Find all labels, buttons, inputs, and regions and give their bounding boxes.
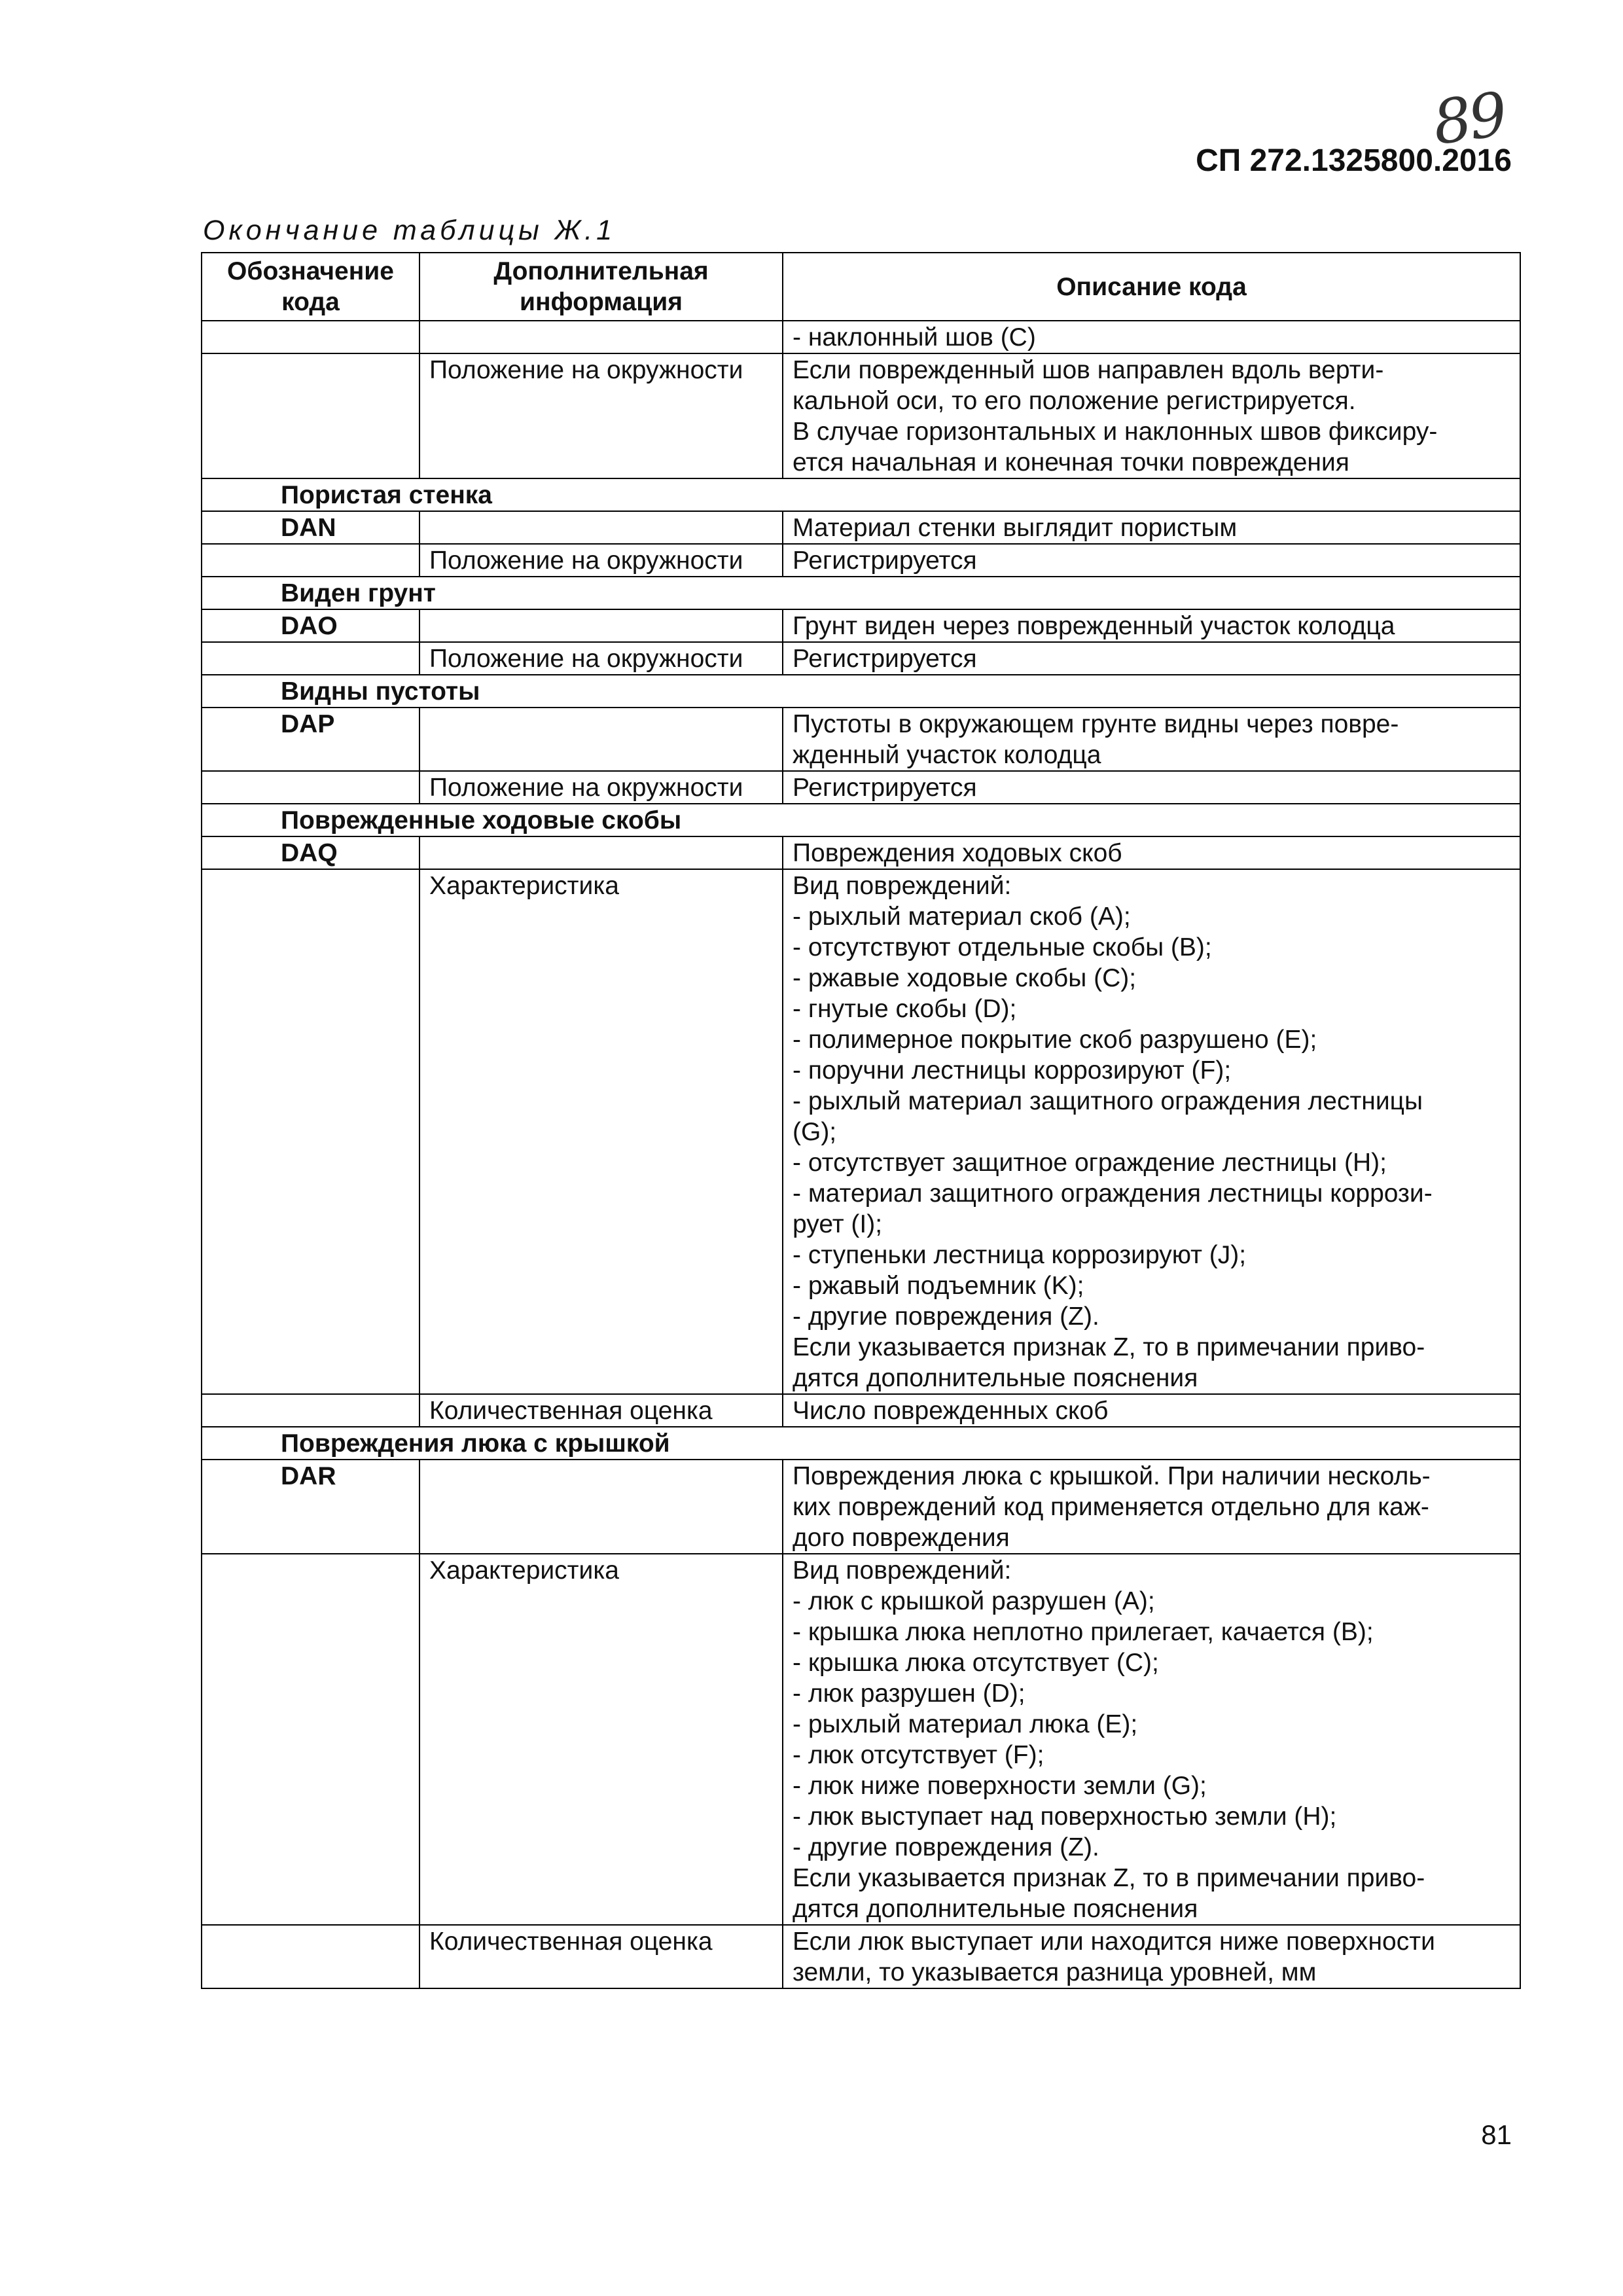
code-cell: DAN	[202, 511, 419, 544]
column-header-info: Дополнительная информация	[419, 253, 783, 321]
info-cell: Характеристика	[419, 1554, 783, 1925]
description-cell: Повреждения люка с крышкой. При наличии несколь- ких повреждений код применяется отдельно для каж- дого повреждения	[783, 1460, 1520, 1554]
section-row	[202, 577, 1520, 609]
table-row	[202, 642, 1520, 675]
code-cell: DAP	[202, 708, 419, 771]
description-cell: Грунт виден через поврежденный участок колодца	[783, 609, 1520, 642]
code-cell: DAQ	[202, 836, 419, 869]
code-cell	[202, 353, 419, 478]
description-cell: Пустоты в окружающем грунте видны через повре- жденный участок колодца	[783, 708, 1520, 771]
table-row	[202, 321, 1520, 353]
handwritten-page-number: 89	[1429, 79, 1509, 159]
info-cell: Количественная оценка	[419, 1394, 783, 1427]
description-cell: Если люк выступает или находится ниже поверхности земли, то указывается разница уровней, мм	[783, 1925, 1520, 1988]
description-cell: - наклонный шов (C)	[783, 321, 1520, 353]
code-cell	[202, 771, 419, 804]
description-cell: Регистрируется	[783, 544, 1520, 577]
info-cell	[419, 708, 783, 771]
page-number: 81	[1481, 2119, 1512, 2150]
table-row	[202, 708, 1520, 771]
table-row	[202, 1554, 1520, 1925]
info-cell: Положение на окружности	[419, 544, 783, 577]
code-cell	[202, 869, 419, 1394]
info-cell	[419, 1460, 783, 1554]
table-row	[202, 1925, 1520, 1988]
column-header-code: Обозначение кода	[202, 253, 419, 321]
description-cell: Вид повреждений: - рыхлый материал скоб (A); - отсутствуют отдельные скобы (B); - ржавые ходовые скобы (C); - гнутые скобы (D); - полимерное покрытие скоб разрушено (E); - поручни лестницы коррозируют (F); - рыхлый материал защитного ограждения лестницы (G); - отсутствует защитное ограждение лестницы (H); - материал защитного ограждения лестницы коррози- рует (I); - ступеньки лестница коррозируют (J); - ржавый подъемник (K); - другие повреждения (Z). Если указывается признак Z, то в примечании приво- дятся дополнительные пояснения	[783, 869, 1520, 1394]
column-header-description: Описание кода	[783, 253, 1520, 321]
codes-table	[201, 252, 1521, 1989]
code-cell	[202, 1394, 419, 1427]
section-title: Пористая стенка	[202, 478, 1520, 511]
section-row	[202, 478, 1520, 511]
table-row	[202, 1460, 1520, 1554]
table-row	[202, 869, 1520, 1394]
description-cell: Материал стенки выглядит пористым	[783, 511, 1520, 544]
table-caption: Окончание таблицы Ж.1	[203, 215, 616, 246]
info-cell	[419, 836, 783, 869]
description-cell: Если поврежденный шов направлен вдоль верти- кальной оси, то его положение регистрируется. В случае горизонтальных и наклонных швов фиксиру- ется начальная и конечная точки повреждения	[783, 353, 1520, 478]
description-cell: Регистрируется	[783, 642, 1520, 675]
table-body	[202, 321, 1520, 1988]
description-cell: Повреждения ходовых скоб	[783, 836, 1520, 869]
section-row	[202, 675, 1520, 708]
code-cell	[202, 544, 419, 577]
code-cell	[202, 642, 419, 675]
code-cell	[202, 1925, 419, 1988]
section-title: Повреждения люка с крышкой	[202, 1427, 1520, 1460]
table-row	[202, 353, 1520, 478]
code-cell	[202, 321, 419, 353]
code-cell: DAO	[202, 609, 419, 642]
table-row	[202, 544, 1520, 577]
section-title: Виден грунт	[202, 577, 1520, 609]
info-cell	[419, 511, 783, 544]
info-cell	[419, 321, 783, 353]
info-cell: Характеристика	[419, 869, 783, 1394]
info-cell: Положение на окружности	[419, 642, 783, 675]
code-cell: DAR	[202, 1460, 419, 1554]
info-cell: Положение на окружности	[419, 353, 783, 478]
document-number: СП 272.1325800.2016	[1196, 143, 1512, 178]
info-cell: Положение на окружности	[419, 771, 783, 804]
info-cell: Количественная оценка	[419, 1925, 783, 1988]
section-row	[202, 804, 1520, 836]
table-row	[202, 609, 1520, 642]
table-row	[202, 836, 1520, 869]
description-cell: Число поврежденных скоб	[783, 1394, 1520, 1427]
table-header-row	[202, 253, 1520, 321]
description-cell: Регистрируется	[783, 771, 1520, 804]
info-cell	[419, 609, 783, 642]
description-cell: Вид повреждений: - люк с крышкой разрушен (A); - крышка люка неплотно прилегает, качается (B); - крышка люка отсутствует (C); - люк разрушен (D); - рыхлый материал люка (E); - люк отсутствует (F); - люк ниже поверхности земли (G); - люк выступает над поверхностью земли (H); - другие повреждения (Z). Если указывается признак Z, то в примечании приво- дятся дополнительные пояснения	[783, 1554, 1520, 1925]
section-title: Видны пустоты	[202, 675, 1520, 708]
section-row	[202, 1427, 1520, 1460]
table-row	[202, 1394, 1520, 1427]
table-row	[202, 511, 1520, 544]
code-cell	[202, 1554, 419, 1925]
section-title: Поврежденные ходовые скобы	[202, 804, 1520, 836]
table-row	[202, 771, 1520, 804]
